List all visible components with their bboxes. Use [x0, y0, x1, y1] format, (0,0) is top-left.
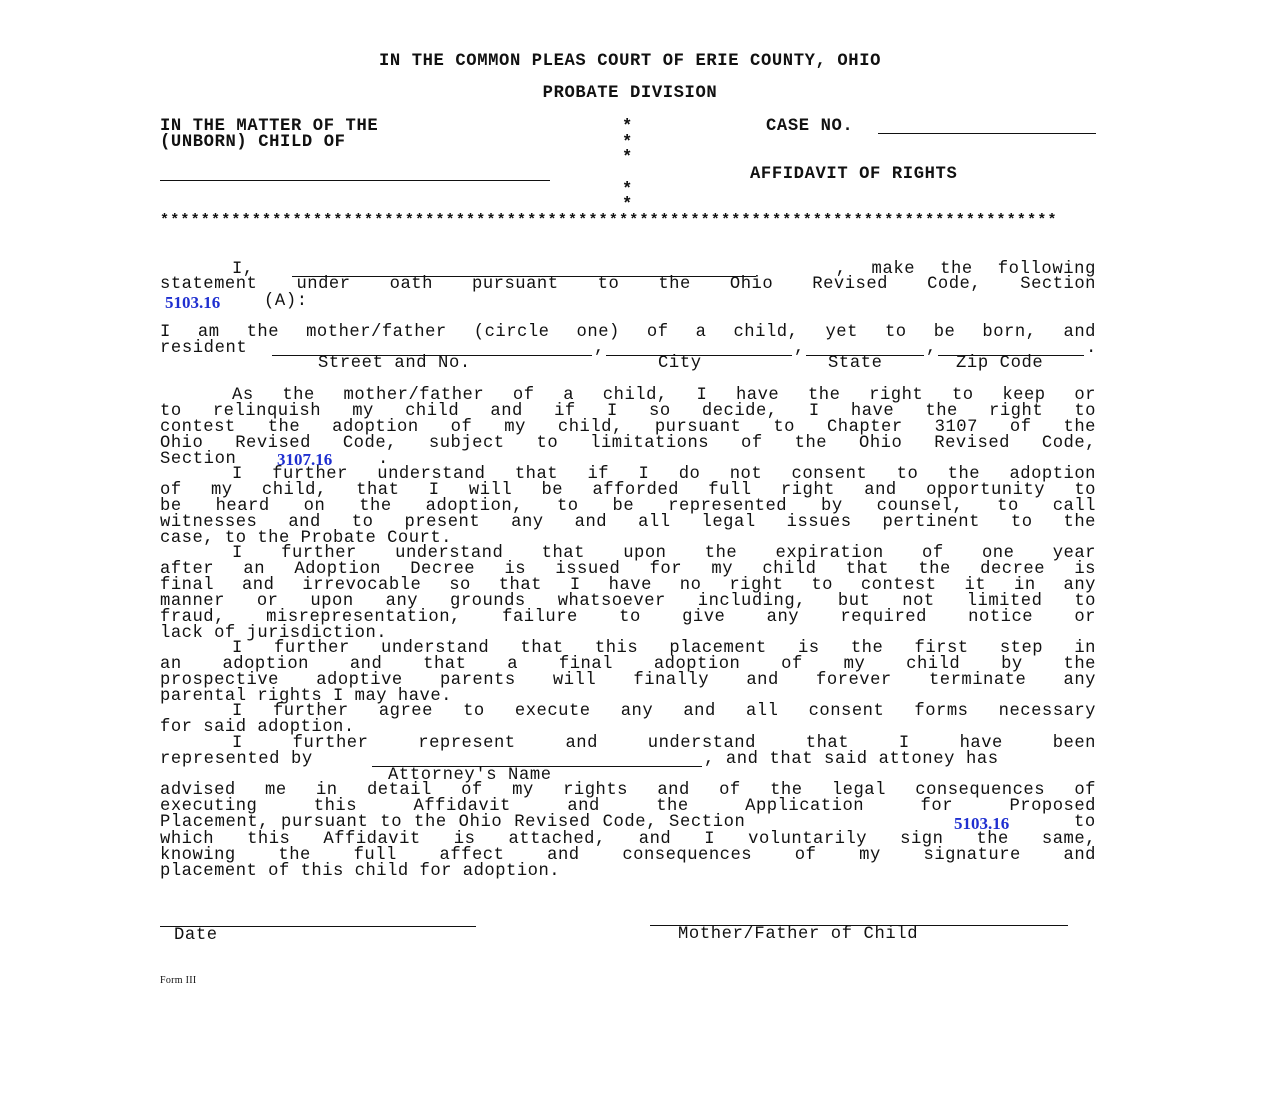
p3-line-6: lack of jurisdiction. — [160, 623, 388, 643]
p4-line-2: an adoption and that a final adoption of my child by the — [160, 654, 1096, 674]
date-label: Date — [174, 926, 218, 945]
p6-line-8: placement of this child for adoption. — [160, 861, 561, 881]
p5-line-1: I further agree to execute any and all consent forms necessary — [232, 702, 1096, 721]
intro-make-following: , make the following — [835, 260, 1096, 279]
period-1: . — [1086, 339, 1097, 358]
child-name-line[interactable] — [160, 180, 550, 181]
p3-line-2: after an Adoption Decree is issued for my child that the decree is — [160, 559, 1096, 579]
comma-1: , — [594, 339, 605, 358]
p4-line-3: prospective adoptive parents will finally and forever terminate any — [160, 670, 1096, 690]
p3-line-3: final and irrevocable so that I have no right to contest it in any — [160, 575, 1096, 595]
residence-line-1: I am the mother/father (circle one) of a child, yet to be born, and — [160, 323, 1096, 342]
represented-by-label: represented by — [160, 750, 313, 769]
intro-line-2: statement under oath pursuant to the Ohio Revised Code, Section — [160, 275, 1096, 294]
parent-signature-label: Mother/Father of Child — [678, 925, 919, 944]
p2-line-5: case, to the Probate Court. — [160, 528, 452, 548]
resident-label: resident — [160, 339, 248, 358]
document-title: AFFIDAVIT OF RIGHTS — [750, 165, 958, 184]
matter-line-1: IN THE MATTER OF THE — [160, 117, 379, 136]
p6-line-6: which this Affidavit is attached, and I voluntarily sign the same, — [160, 830, 1096, 849]
case-no-line[interactable] — [878, 133, 1096, 134]
matter-line-2: (UNBORN) CHILD OF — [160, 133, 346, 152]
rights-paragraph-1 — [160, 388, 1096, 452]
p6-line-3: advised me in detail of my rights and of the legal consequences of — [160, 781, 1096, 800]
p4-line-4: parental rights I may have. — [160, 686, 452, 706]
p4-line-1: I further understand that this placement is the first step in — [232, 639, 1096, 658]
p1-section-label: Section — [160, 450, 237, 469]
p2-line-2: of my child, that I will be afforded full right and opportunity to — [160, 480, 1096, 500]
street-label: Street and No. — [318, 354, 471, 373]
p1-line-1: As the mother/father of a child, I have the right to keep or — [232, 386, 1096, 405]
comma-3: , — [926, 339, 937, 358]
rights-paragraph-6-body — [160, 783, 1096, 815]
p3-line-5: fraud, misrepresentation, failure to give any required notice or — [160, 607, 1096, 627]
rights-paragraph-3 — [160, 546, 1096, 641]
p3-line-1: I further understand that upon the expiration of one year — [232, 544, 1096, 563]
p6-line-1: I further represent and understand that I have been — [232, 734, 1096, 753]
division-title: PROBATE DIVISION — [542, 84, 718, 103]
p3-line-4: manner or upon any grounds whatsoever including, but not limited to — [160, 591, 1096, 611]
caption-star-3: * — [622, 149, 633, 168]
p2-line-3: be heard on the adoption, to be represented by counsel, to call — [160, 496, 1096, 516]
placement-to: to — [1074, 813, 1096, 832]
placement-text: Placement, pursuant to the Ohio Revised Code, Section — [160, 813, 746, 832]
court-title: IN THE COMMON PLEAS COURT OF ERIE COUNTY, OHIO — [378, 52, 882, 71]
star-divider: **************************************************************************************** — [160, 212, 1058, 229]
rights-paragraph-4 — [160, 641, 1096, 705]
intro-code-suffix: (A): — [264, 292, 308, 311]
p6-line-7: knowing the full affect and consequences of my signature and — [160, 845, 1096, 865]
residence-statement — [160, 325, 1096, 341]
caption-star-5: * — [622, 196, 633, 215]
p1-line-3: contest the adoption of my child, pursuant to Chapter 3107 of the — [160, 417, 1096, 437]
code-link-5103-16[interactable]: 5103.16 — [165, 293, 221, 312]
p2-line-1: I further understand that if I do not consent to the adoption — [232, 465, 1096, 484]
p1-period: . — [378, 450, 389, 469]
p2-line-4: witnesses and to present any and all legal issues pertinent to the — [160, 512, 1096, 532]
code-link-5103-16-b[interactable]: 5103.16 — [954, 814, 1010, 833]
rights-paragraph-6-end — [160, 832, 1096, 880]
case-no-label: CASE NO. — [766, 117, 854, 136]
p1-line-2: to relinquish my child and if I so decide, I have the right to — [160, 401, 1096, 421]
caption-star-4: * — [622, 181, 633, 200]
intro-statement — [160, 277, 1096, 293]
city-label: City — [658, 354, 702, 373]
rights-paragraph-2 — [160, 467, 1096, 547]
p5-line-2: for said adoption. — [160, 717, 355, 737]
intro-i: I, — [232, 260, 254, 279]
comma-2: , — [794, 339, 805, 358]
attorney-has-text: , and that said attoney has — [704, 750, 999, 769]
attorney-name-label: Attorney's Name — [388, 766, 552, 785]
zip-label: Zip Code — [956, 354, 1044, 373]
state-label: State — [828, 354, 883, 373]
caption-star-1: * — [622, 118, 633, 137]
rights-paragraph-5 — [160, 704, 1096, 736]
form-id: Form III — [160, 975, 197, 986]
p6-line-4: executing this Affidavit and the Application for Proposed — [160, 796, 1096, 816]
code-link-3107-16[interactable]: 3107.16 — [277, 450, 333, 469]
caption-star-2: * — [622, 134, 633, 153]
p1-line-4: Ohio Revised Code, subject to limitations of the Ohio Revised Code, — [160, 433, 1096, 453]
